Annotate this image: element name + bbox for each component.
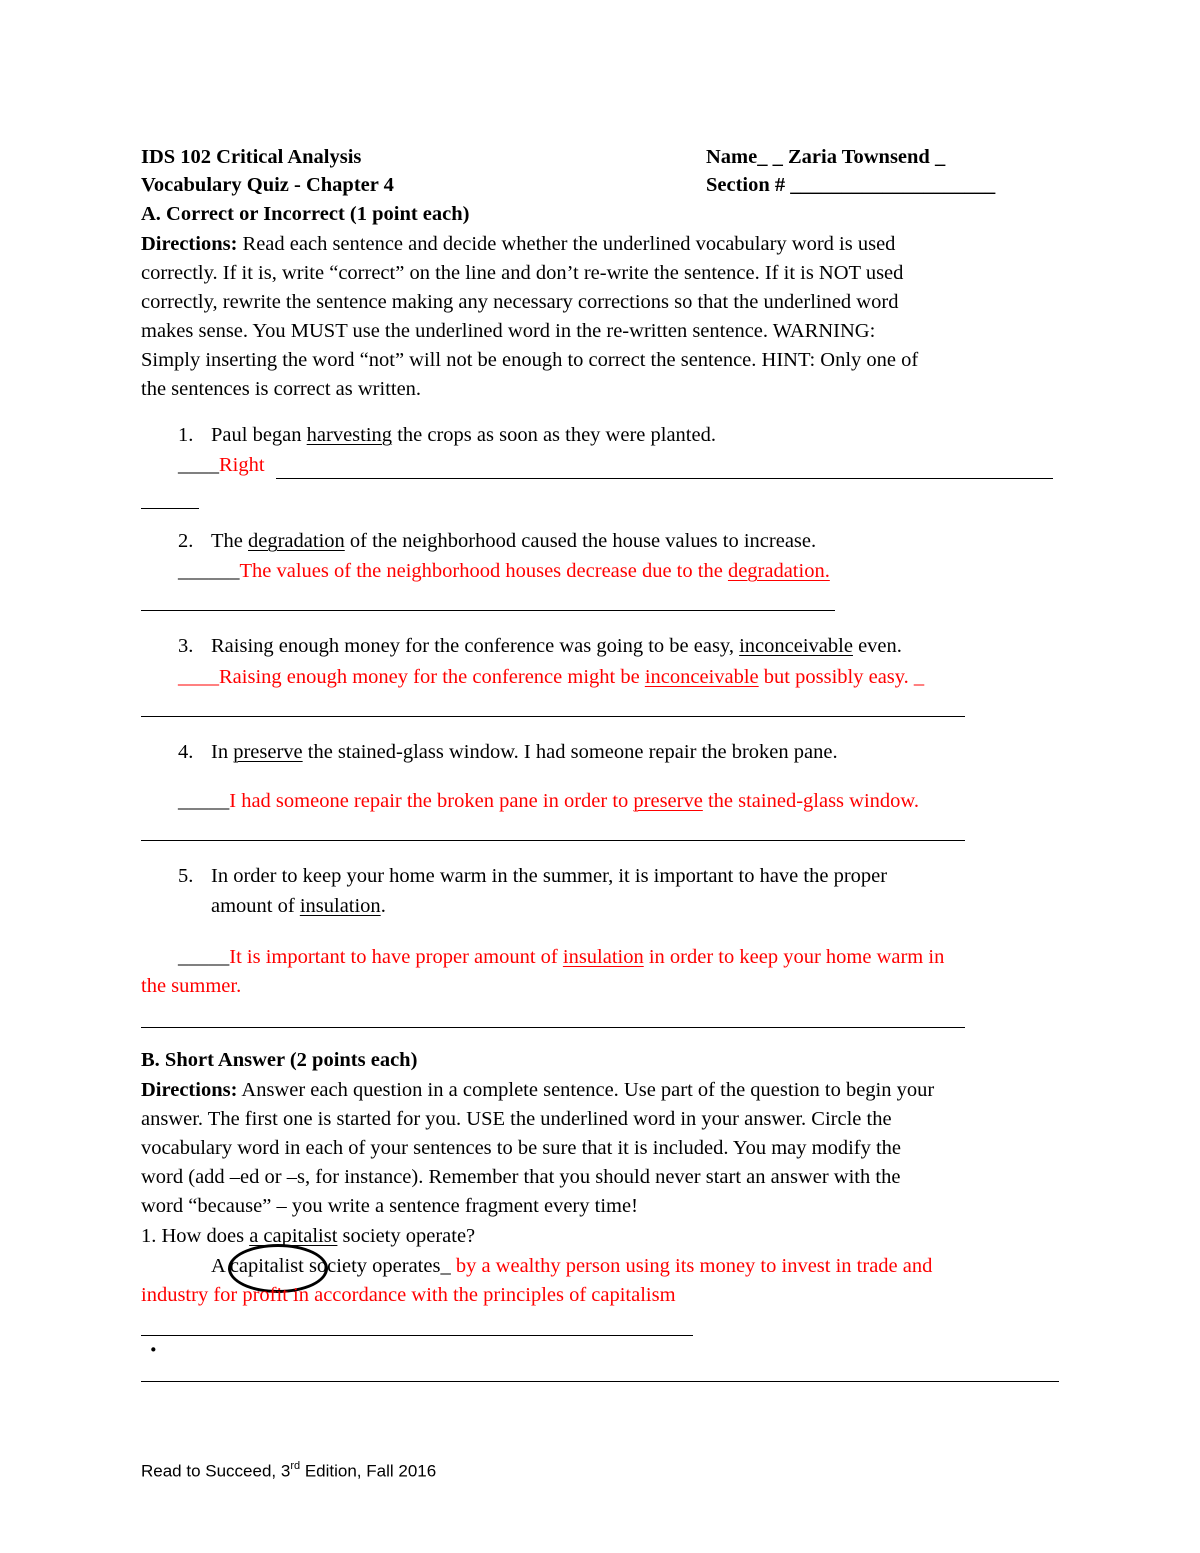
item-5-answer: _____It is important to have proper amount of insulation in order to keep your home warm in: [178, 946, 945, 968]
section-a-directions-line-3: correctly, rewrite the sentence making any necessary corrections so that the underlined word: [141, 291, 899, 313]
answer-line: [141, 1027, 965, 1028]
item-3-sentence: Raising enough money for the conference was going to be easy, inconceivable even.: [211, 635, 902, 657]
item-5-sentence-line-1: In order to keep your home warm in the summer, it is important to have the proper: [211, 865, 888, 887]
section-a-directions-line-1: Directions: Read each sentence and decide whether the underlined vocabulary word is used: [141, 233, 896, 255]
vocab-word: preserve: [233, 741, 303, 763]
directions-label: Directions:: [141, 1079, 238, 1101]
item-1-answer: ____Right: [178, 454, 265, 476]
item-2-sentence: The degradation of the neighborhood caused the house values to increase.: [211, 530, 817, 552]
item-5-number: 5.: [178, 865, 194, 887]
section-b-directions-line-4: word (add –ed or –s, for instance). Remember that you should never start an answer with the: [141, 1166, 901, 1188]
vocab-word: a capitalist: [249, 1225, 338, 1247]
answer-1-line-1: A capitalist society operates_ by a wealthy person using its money to invest in trade and: [211, 1255, 933, 1277]
name-value: Zaria Townsend: [787, 146, 930, 168]
answer-text: Right: [219, 454, 265, 476]
section-a-directions-line-2: correctly. If it is, write “correct” on the line and don’t re-write the sentence. If it is NOT used: [141, 262, 904, 284]
answer-line: [141, 1381, 1059, 1382]
section-a-title: A. Correct or Incorrect (1 point each): [141, 203, 470, 225]
vocab-word: harvesting: [306, 424, 393, 446]
name-line: Name_ _ Zaria Townsend _: [706, 146, 946, 168]
section-a-directions-line-5: Simply inserting the word “not” will not be enough to correct the sentence. HINT: Only one of: [141, 349, 919, 371]
vocab-word: preserve: [633, 790, 703, 812]
item-1-sentence: Paul began harvesting the crops as soon as they were planted.: [211, 424, 716, 446]
answer-line: [276, 478, 1053, 479]
question-1: 1. How does a capitalist society operate?: [141, 1225, 476, 1247]
vocab-word: inconceivable: [739, 635, 853, 657]
quiz-title: Vocabulary Quiz - Chapter 4: [141, 174, 394, 196]
item-5-sentence-line-2: amount of insulation.: [211, 895, 386, 917]
item-4-answer: _____I had someone repair the broken pane in order to preserve the stained-glass window.: [178, 790, 920, 812]
answer-line: [141, 508, 199, 509]
vocab-word: degradation: [248, 530, 345, 552]
section-line: [706, 175, 995, 196]
section-b-directions-line-5: word “because” – you write a sentence fragment every time!: [141, 1195, 638, 1217]
section-a-directions-line-6: the sentences is correct as written.: [141, 378, 422, 400]
answer-line: [141, 716, 965, 717]
answer-line: [141, 840, 965, 841]
page-footer: Read to Succeed, 3rd Edition, Fall 2016: [141, 1460, 437, 1481]
vocab-word: insulation: [299, 895, 381, 917]
item-4-sentence: In preserve the stained-glass window. I had someone repair the broken pane.: [211, 741, 838, 763]
item-4-number: 4.: [178, 741, 194, 763]
section-b-directions-line-3: vocabulary word in each of your sentences to be sure that it is included. You may modify the: [141, 1137, 902, 1159]
item-1-number: 1.: [178, 424, 194, 446]
item-2-answer: ______The values of the neighborhood houses decrease due to the degradation.: [178, 560, 830, 582]
name-label: Name: [706, 146, 758, 168]
section-b-title: B. Short Answer (2 points each): [141, 1049, 418, 1071]
answer-1-line-2: industry for profit in accordance with the principles of capitalism: [141, 1284, 676, 1306]
vocab-word: insulation: [562, 946, 644, 968]
section-a-directions-line-4: makes sense. You MUST use the underlined word in the re-written sentence. WARNING:: [141, 320, 876, 342]
answer-line: [141, 1335, 693, 1336]
section-b-directions-line-1: Directions: Answer each question in a complete sentence. Use part of the question to begin your: [141, 1079, 935, 1101]
item-2-number: 2.: [178, 530, 194, 552]
directions-label: Directions:: [141, 233, 238, 255]
bullet-mark: ·: [149, 1335, 158, 1364]
course-title: IDS 102 Critical Analysis: [141, 146, 362, 168]
vocab-word: inconceivable: [644, 666, 759, 688]
section-field: ____________________: [790, 174, 996, 196]
vocab-word: degradation.: [727, 560, 830, 582]
item-3-answer: ____Raising enough money for the conference might be inconceivable but possibly easy. _: [178, 666, 925, 688]
circled-vocab-word: capitalist: [229, 1255, 304, 1277]
section-label: Section #: [706, 174, 786, 196]
answer-line: [141, 610, 835, 611]
item-5-answer-line-2: the summer.: [141, 975, 242, 997]
item-3-number: 3.: [178, 635, 194, 657]
section-b-directions-line-2: answer. The first one is started for you. USE the underlined word in your answer. Circle the: [141, 1108, 892, 1130]
